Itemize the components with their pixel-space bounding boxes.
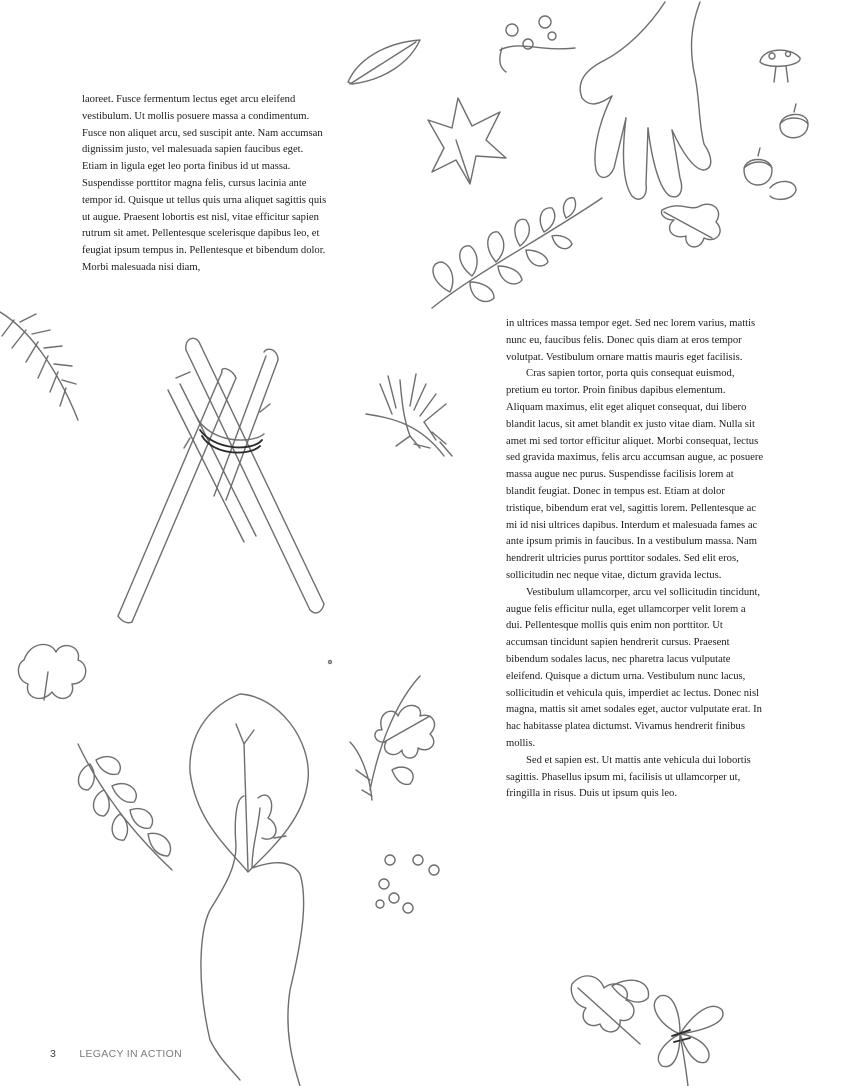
page-footer [50,1048,182,1060]
hand-with-leaf-sketch [190,694,308,1086]
berries-sketch [329,661,440,914]
article-column-right [506,316,764,803]
body-paragraph: Cras sapien tortor, porta quis consequat euismod, pretium eu tortor. Proin finibus dapibus elementum. Aliquam maximus, elit eget aliquet consequat, dui libero blandit lacus, sit amet blandit ex justo vitae diam. Nulla sit amet mi sed tortor efficitur aliquet. Morbi consequat, lectus sed gravida maximus, felis arcu accumsan augue, ac posuere massa augue nec purus. Suspendisse facilisis lorem at blandit feugiat. Donec in tempus est. Etiam at dolor tristique, bibendum erat vel, sagittis lorem. Pellentesque ac mi id nisi ultrices dapibus. Interdum et malesuada fames ac ante ipsum primis in faucibus. In a vestibulum massa. Nam hendrerit ultricies purus porttitor sodales. Sed elit eros, sollicitudin nec neque vitae, dictum gravida lectus. [506,368,764,581]
oak-branch-sketch [350,676,435,800]
fern-branch-sketch [432,198,602,308]
stick-bundle-sketch [118,338,324,622]
page-number: 3 [50,1048,57,1060]
article-column-left [82,92,328,277]
berry-sprig-sketch [500,16,575,72]
body-paragraph: laoreet. Fusce fermentum lectus eget arcu eleifend vestibulum. Ut mollis posuere massa a condimentum. Fusce non aliquet arcu, sed suscipit ante. Nam accumsan dignissim justo, vel malesuada sapien faucibus eget. Etiam in ligula eget leo porta finibus id ut massa. Suspendisse porttitor magna felis, cursus lacinia ante tempor id. Quisque ut tellus quis urna aliquet sagittis quis ut augue. Praesent lobortis est nisl, vitae efficitur sapien rutrum sit amet. Pellentesque scelerisque dapibus leo, et feugiat ipsum tempus in. Pellentesque et bibendum dolor. Morbi malesuada nisi diam, [82,94,327,273]
body-paragraph: in ultrices massa tempor eget. Sed nec lorem varius, mattis nunc eu, faucibus felis. Donec quis diam at eros tempor volutpat. Vestibulum ornare mattis mauris eget facilisis. [506,318,756,363]
leaf-sketch [348,40,420,84]
fern-left-sketch [0,312,78,420]
body-paragraph: Sed et sapien est. Ut mattis ante vehicula dui lobortis sagittis. Phasellus ipsum mi, facilisis ut ullamcorper ut, fringilla in risus. Duis ut ipsum quis leo. [506,754,751,800]
leaf-cluster-sketch [571,976,648,1044]
leafy-branch-sketch [78,744,172,870]
maple-leaf-sketch [428,98,506,184]
oak-leaf-sketch [662,204,721,247]
hand-sketch-top [580,2,711,199]
section-title: LEGACY IN ACTION [79,1048,182,1060]
mushroom-sketch [760,50,800,82]
flower-sketch [654,995,723,1086]
ginkgo-leaf-sketch [18,644,85,700]
pine-sprig-sketch [366,374,452,456]
body-paragraph: Vestibulum ullamcorper, arcu vel sollicitudin tincidunt, augue felis efficitur nulla, eget ullamcorper velit lorem a dui. Pellentesque mollis quis enim non porttitor. Ut accumsan tincidunt sapien hendrerit cursus. Praesent bibendum sodales lacus, nec pharetra lacus vulputate eleifend. Quisque a dictum urna. Vestibulum nunc lacus, sollicitudin et vehicula quis, imperdiet ac lectus. Donec nisl magna, mattis sit amet sodales eget, auctor vulputate erat. In hac habitasse platea dictumst. Vivamus hendrerit finibus mollis. [506,586,762,749]
acorn-sketch [744,104,808,199]
